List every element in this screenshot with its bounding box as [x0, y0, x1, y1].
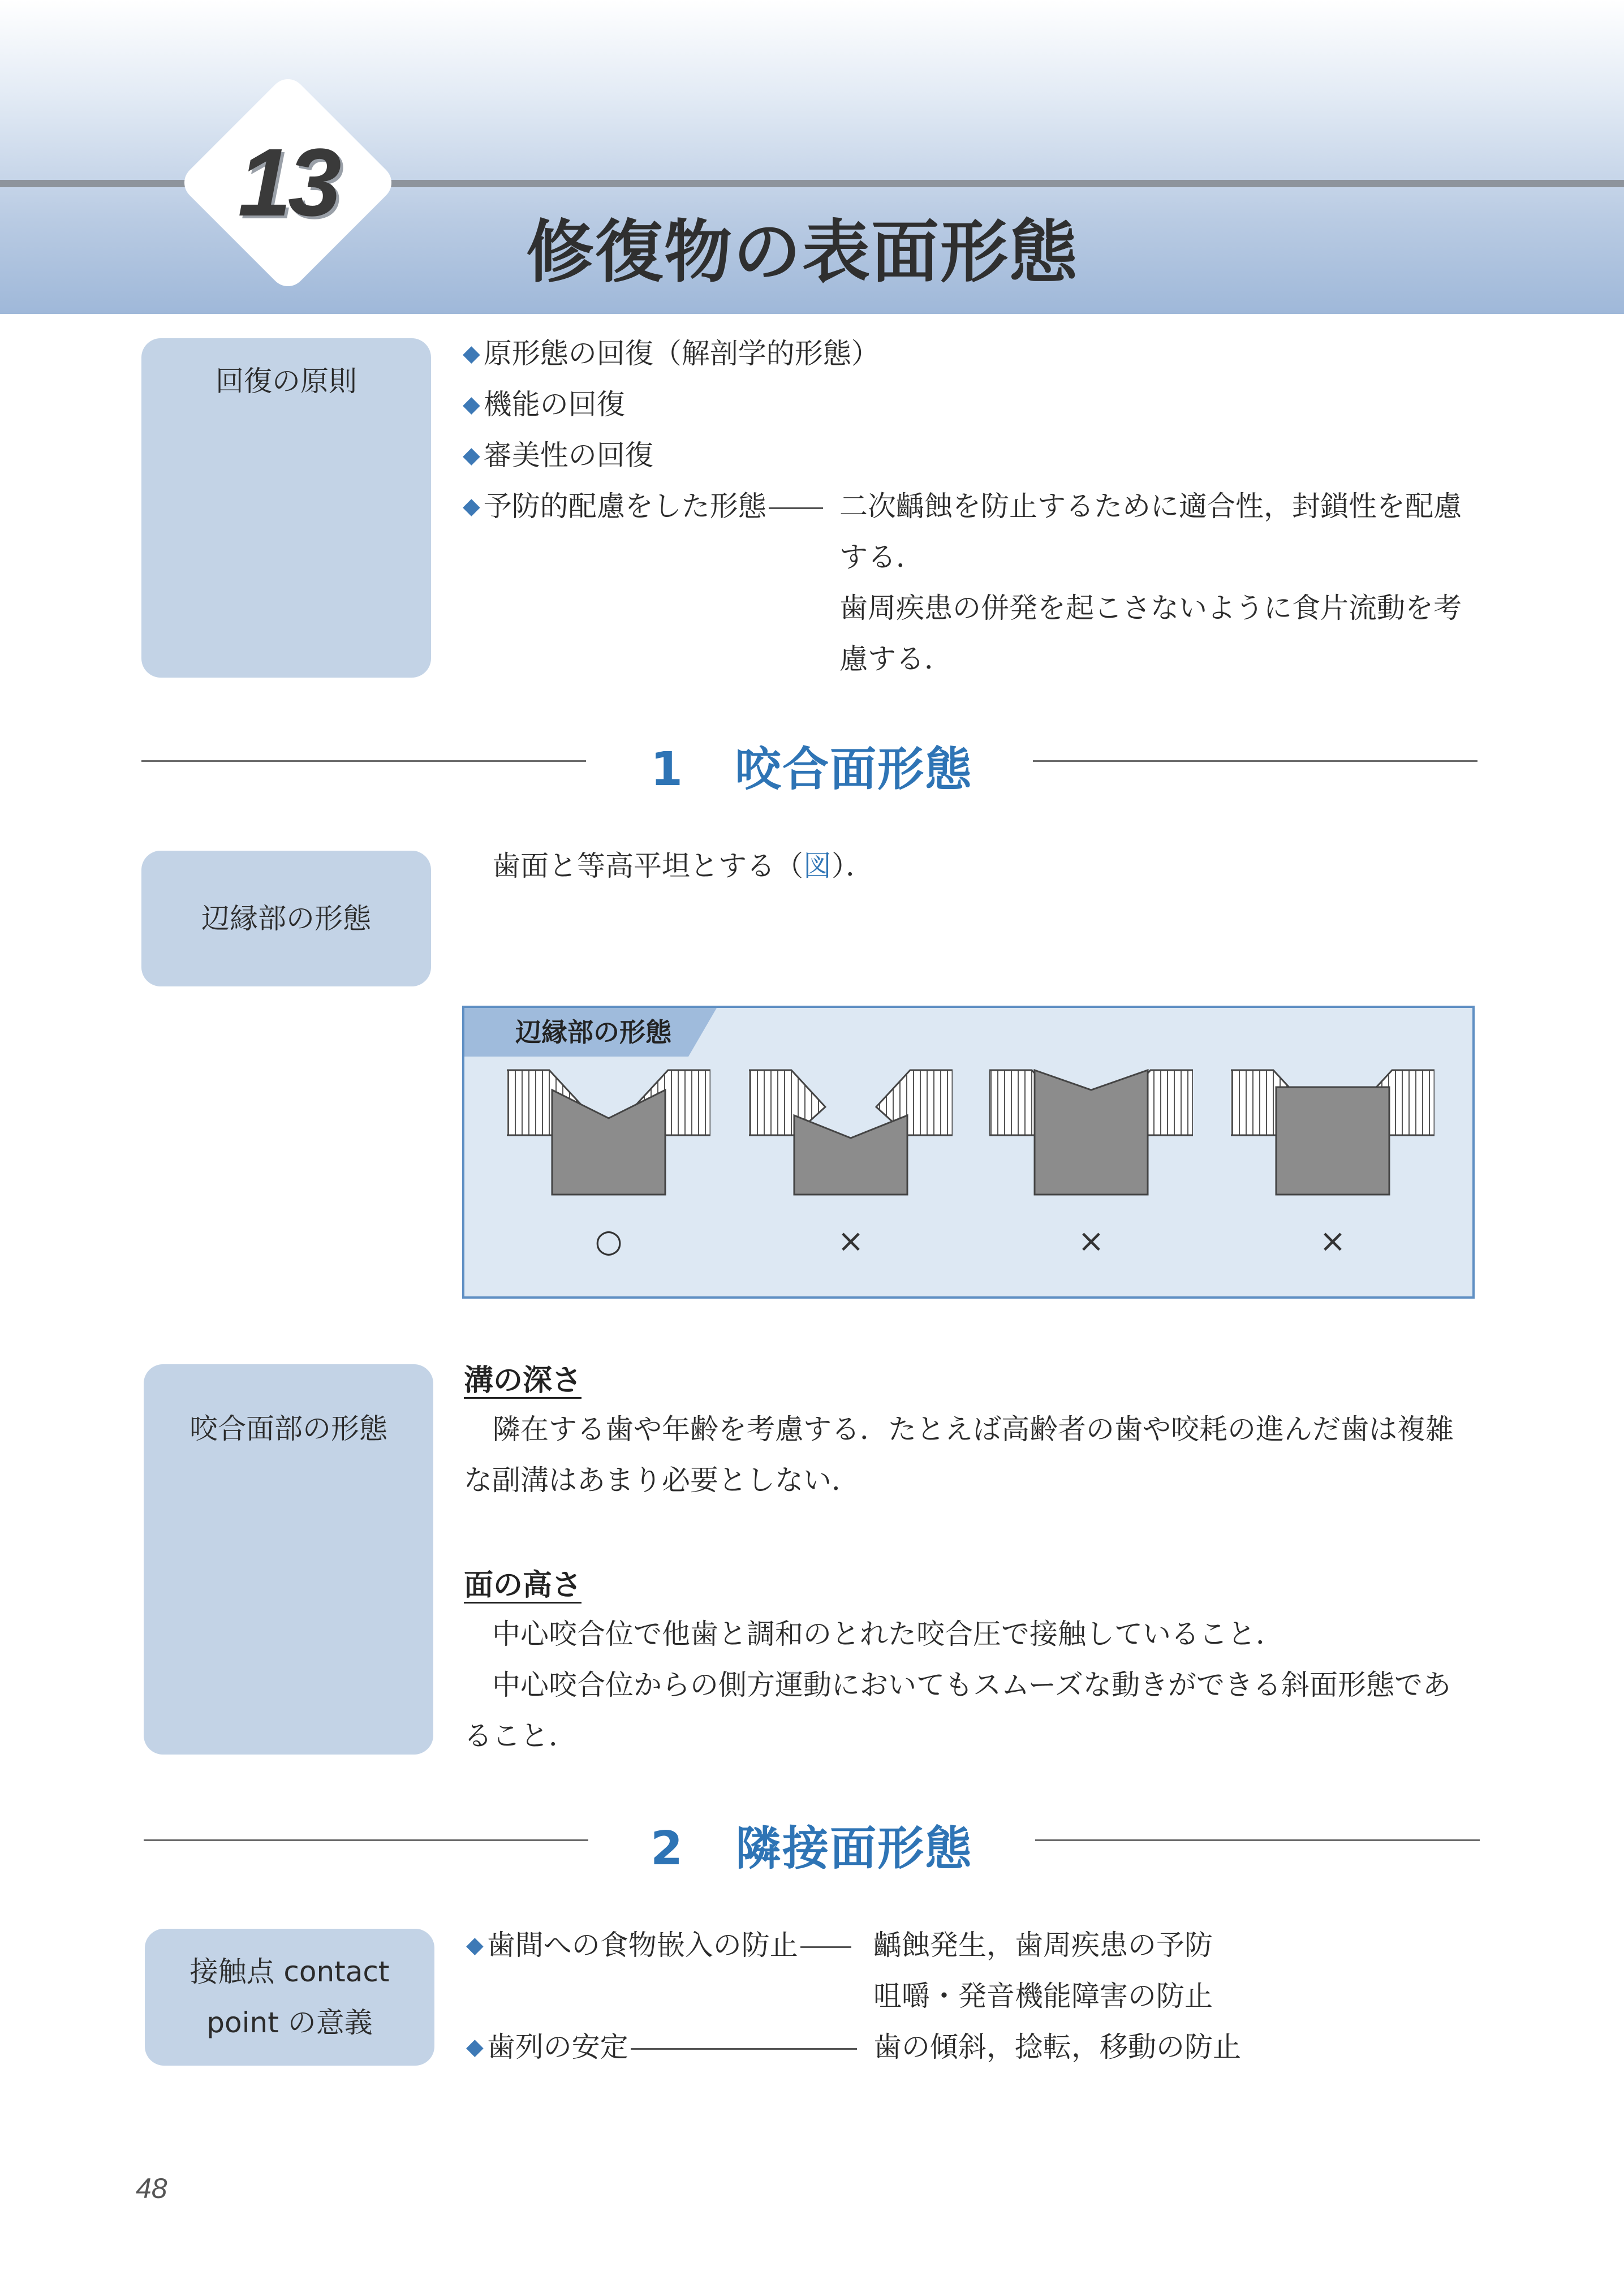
occlusal-label-box — [144, 1364, 433, 1755]
surface-height-line: 中心咬合位で他歯と調和のとれた咬合圧で接触していること． — [492, 1618, 1284, 1650]
principle-item: ◆ 予防的配慮をした形態 — [463, 481, 825, 534]
surface-height-line: 中心咬合位からの側方運動においてもスムーズな動きができる斜面形態であ — [492, 1669, 1451, 1701]
prevention-line: 二次齲蝕を防止するために適合性，封鎖性を配慮 — [839, 490, 1462, 523]
figure-reference[interactable]: 図 — [803, 850, 832, 882]
section-rule — [1035, 1839, 1480, 1841]
contact-point-label-box — [145, 1929, 434, 2066]
diamond-bullet-icon: ◆ — [463, 442, 480, 468]
principle-item: ◆ 原形態の回復（解剖学的形態） — [463, 337, 880, 370]
page-number: 48 — [136, 2173, 167, 2204]
contact-item-line: 咀嚼・発音機能障害の防止 — [873, 1980, 1213, 2012]
contact-point-label-line: 接触点 contact — [189, 1955, 390, 1988]
principles-label: 回復の原則 — [216, 365, 357, 398]
section-1-heading: 1 咬合面形態 — [651, 743, 973, 796]
diamond-bullet-icon: ◆ — [466, 2034, 484, 2060]
leader-dash — [800, 1946, 851, 1948]
contact-item-line: 齲蝕発生，歯周疾患の予防 — [873, 1929, 1213, 1962]
figure-mark: × — [1078, 1223, 1105, 1260]
occlusal-label: 咬合面部の形態 — [189, 1412, 387, 1445]
contact-item: ◆ 歯列の安定 — [466, 2022, 859, 2075]
section-rule — [141, 760, 586, 762]
diamond-bullet-icon: ◆ — [463, 391, 480, 417]
groove-depth-line: 隣在する歯や年齢を考慮する．たとえば高齢者の歯や咬耗の進んだ歯は複雑 — [492, 1413, 1454, 1446]
marginal-label-box — [141, 851, 431, 986]
groove-depth-heading: 溝の深さ — [464, 1364, 582, 1398]
chapter-number: 13 — [238, 129, 338, 236]
figure-mark: × — [837, 1223, 864, 1260]
figure-marginal-form — [462, 1006, 1475, 1299]
principle-item: ◆ 審美性の回復 — [463, 439, 653, 472]
diamond-bullet-icon: ◆ — [463, 493, 480, 519]
tooth-diagram-correct — [507, 1064, 710, 1200]
groove-depth-line: な副溝はあまり必要としない． — [464, 1464, 860, 1497]
tooth-diagram-high — [989, 1064, 1193, 1200]
section-rule — [144, 1839, 588, 1841]
contact-point-label-line: point の意義 — [206, 2006, 373, 2039]
section-2-heading: 2 隣接面形態 — [651, 1822, 973, 1876]
figure-title: 辺縁部の形態 — [515, 1017, 671, 1048]
contact-item-line: 歯の傾斜，捻転，移動の防止 — [873, 2031, 1241, 2063]
surface-height-heading: 面の高さ — [464, 1568, 582, 1602]
diamond-bullet-icon: ◆ — [466, 1932, 484, 1958]
section-rule — [1033, 760, 1477, 762]
chapter-title: 修復物の表面形態 — [526, 213, 1078, 292]
surface-height-line: ること． — [464, 1719, 577, 1752]
contact-item: ◆ 歯間への食物嵌入の防止 — [466, 1920, 854, 1973]
prevention-line: する． — [839, 541, 924, 574]
leader-dash — [631, 2048, 857, 2050]
tooth-diagram-low — [749, 1064, 953, 1200]
tooth-diagram-flat — [1231, 1064, 1435, 1200]
marginal-text: 歯面と等高平坦とする（図）． — [492, 850, 874, 882]
figure-mark: ○ — [595, 1223, 623, 1260]
diamond-bullet-icon: ◆ — [463, 340, 480, 367]
principles-label-box — [141, 338, 431, 678]
prevention-line: 慮する． — [839, 643, 953, 675]
figure-mark: × — [1319, 1223, 1346, 1260]
prevention-line: 歯周疾患の併発を起こさないように食片流動を考 — [839, 592, 1462, 624]
leader-dash — [769, 507, 823, 509]
principle-item: ◆ 機能の回復 — [463, 388, 625, 421]
marginal-label: 辺縁部の形態 — [201, 902, 371, 935]
